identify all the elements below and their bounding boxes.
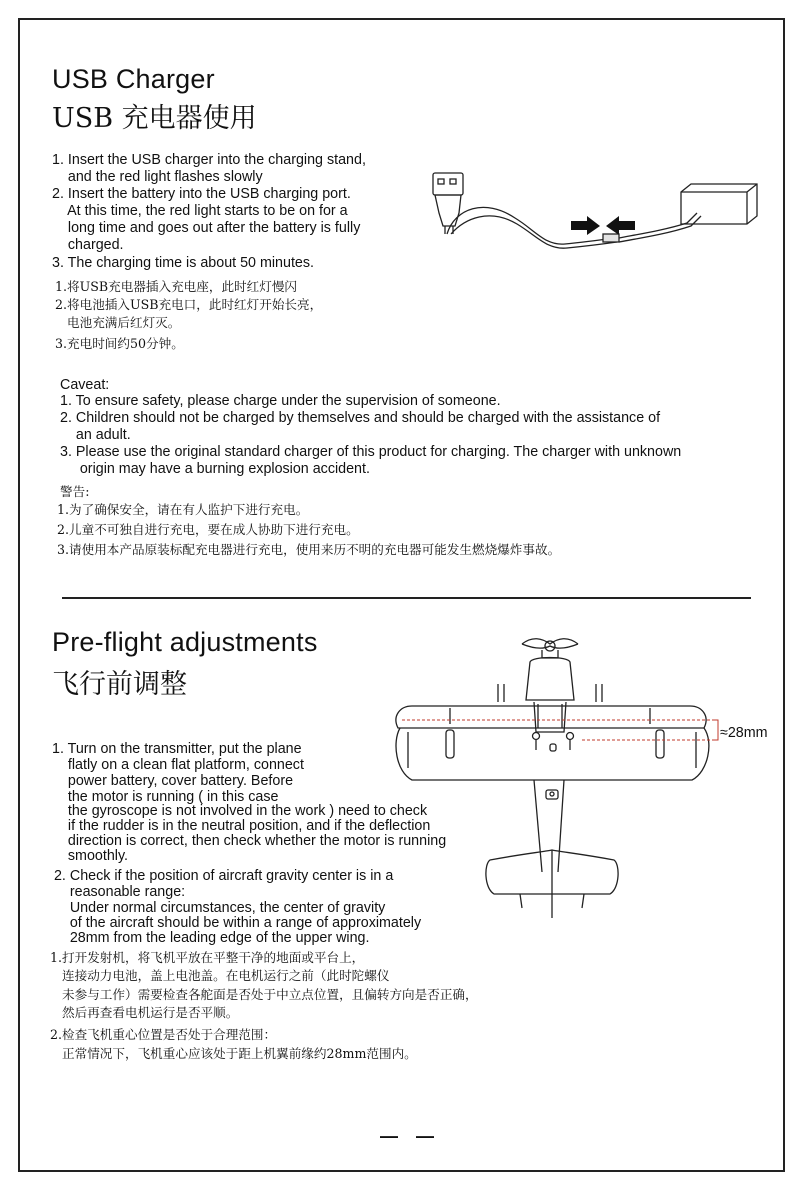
usb-step-line: 3. The charging time is about 50 minutes.	[52, 255, 314, 271]
caveat-cn-line: 3.请使用本产品原装标配充电器进行充电，使用来历不明的充电器可能发生燃烧爆炸事故。	[57, 542, 561, 557]
preflight-line: 2. Check if the position of aircraft gravity center is in a	[50, 868, 394, 884]
preflight-cn-line: 1.打开发射机，将飞机平放在平整干净的地面或平台上，	[50, 950, 365, 965]
preflight-cn-line: 2.检查飞机重心位置是否处于合理范围：	[50, 1027, 277, 1042]
preflight-line: flatly on a clean flat platform, connect	[52, 757, 304, 773]
preflight-line: reasonable range:	[50, 884, 186, 900]
caveat-heading-en: Caveat:	[60, 377, 110, 393]
usb-step-line: and the red light flashes slowly	[52, 169, 263, 185]
insert-arrows-icon	[571, 216, 635, 235]
usb-title-cn: USB 充电器使用	[52, 103, 257, 134]
caveat-heading-cn: 警告:	[60, 484, 90, 499]
caveat-line: an adult.	[60, 427, 131, 443]
preflight-cn-line: 未参与工作）需要检查各舵面是否处于中立点位置，且偏转方向是否正确，	[50, 987, 478, 1002]
usb-step-cn-line: 1.将USB充电器插入充电座，此时红灯慢闪	[55, 279, 298, 294]
preflight-cn-line: 连接动力电池，盖上电池盖。在电机运行之前（此时陀螺仪	[50, 968, 390, 983]
preflight-title-en: Pre-flight adjustments	[52, 627, 318, 657]
preflight-line: direction is correct, then check whether the motor is running	[52, 833, 447, 849]
caveat-line: origin may have a burning explosion accident.	[60, 461, 370, 477]
preflight-line: 28mm from the leading edge of the upper wing.	[50, 930, 370, 946]
usb-step-cn-line: 2.将电池插入USB充电口，此时红灯开始长亮，	[55, 297, 323, 312]
caveat-line: 3. Please use the original standard charger of this product for charging. The charger with unknown	[60, 444, 682, 460]
usb-step-line: long time and goes out after the battery is fully	[52, 220, 361, 236]
usb-step-line: 1. Insert the USB charger into the charging stand,	[52, 152, 366, 168]
usb-step-cn-line: 3.充电时间约50分钟。	[55, 336, 184, 351]
airplane-top-view-illustration	[392, 632, 722, 922]
preflight-line: of the aircraft should be within a range of approximately	[50, 915, 422, 931]
cg-measurement-label: ≈28mm	[720, 725, 768, 741]
preflight-line: if the rudder is in the neutral position, and if the deflection	[52, 818, 431, 834]
preflight-line: power battery, cover battery. Before	[52, 773, 294, 789]
usb-step-line: 2. Insert the battery into the USB charging port.	[52, 186, 351, 202]
usb-charger-illustration	[425, 168, 765, 263]
usb-step-line: At this time, the red light starts to be on for a	[52, 203, 348, 219]
caveat-line: 2. Children should not be charged by themselves and should be charged with the assistance of	[60, 410, 661, 426]
page-number: ——	[380, 1126, 452, 1146]
preflight-line: the gyroscope is not involved in the work ) need to check	[52, 803, 428, 819]
usb-step-line: charged.	[52, 237, 124, 253]
preflight-title-cn: 飞行前调整	[52, 669, 187, 700]
section-divider	[62, 597, 751, 599]
caveat-line: 1. To ensure safety, please charge under the supervision of someone.	[60, 393, 501, 409]
preflight-line: 1. Turn on the transmitter, put the plane	[52, 741, 302, 757]
usb-step-cn-line: 电池充满后红灯灭。	[55, 315, 181, 330]
caveat-cn-line: 1.为了确保安全，请在有人监护下进行充电。	[57, 502, 309, 517]
preflight-cn-line: 然后再查看电机运行是否平顺。	[50, 1005, 239, 1020]
preflight-line: the motor is running ( in this case	[52, 789, 279, 805]
preflight-cn-line: 正常情况下，飞机重心应该处于距上机翼前缘约28mm范围内。	[50, 1046, 417, 1061]
preflight-line: smoothly.	[52, 848, 129, 864]
usb-title-en: USB Charger	[52, 64, 215, 94]
caveat-cn-line: 2.儿童不可独自进行充电，要在成人协助下进行充电。	[57, 522, 359, 537]
preflight-line: Under normal circumstances, the center of gravity	[50, 900, 386, 916]
